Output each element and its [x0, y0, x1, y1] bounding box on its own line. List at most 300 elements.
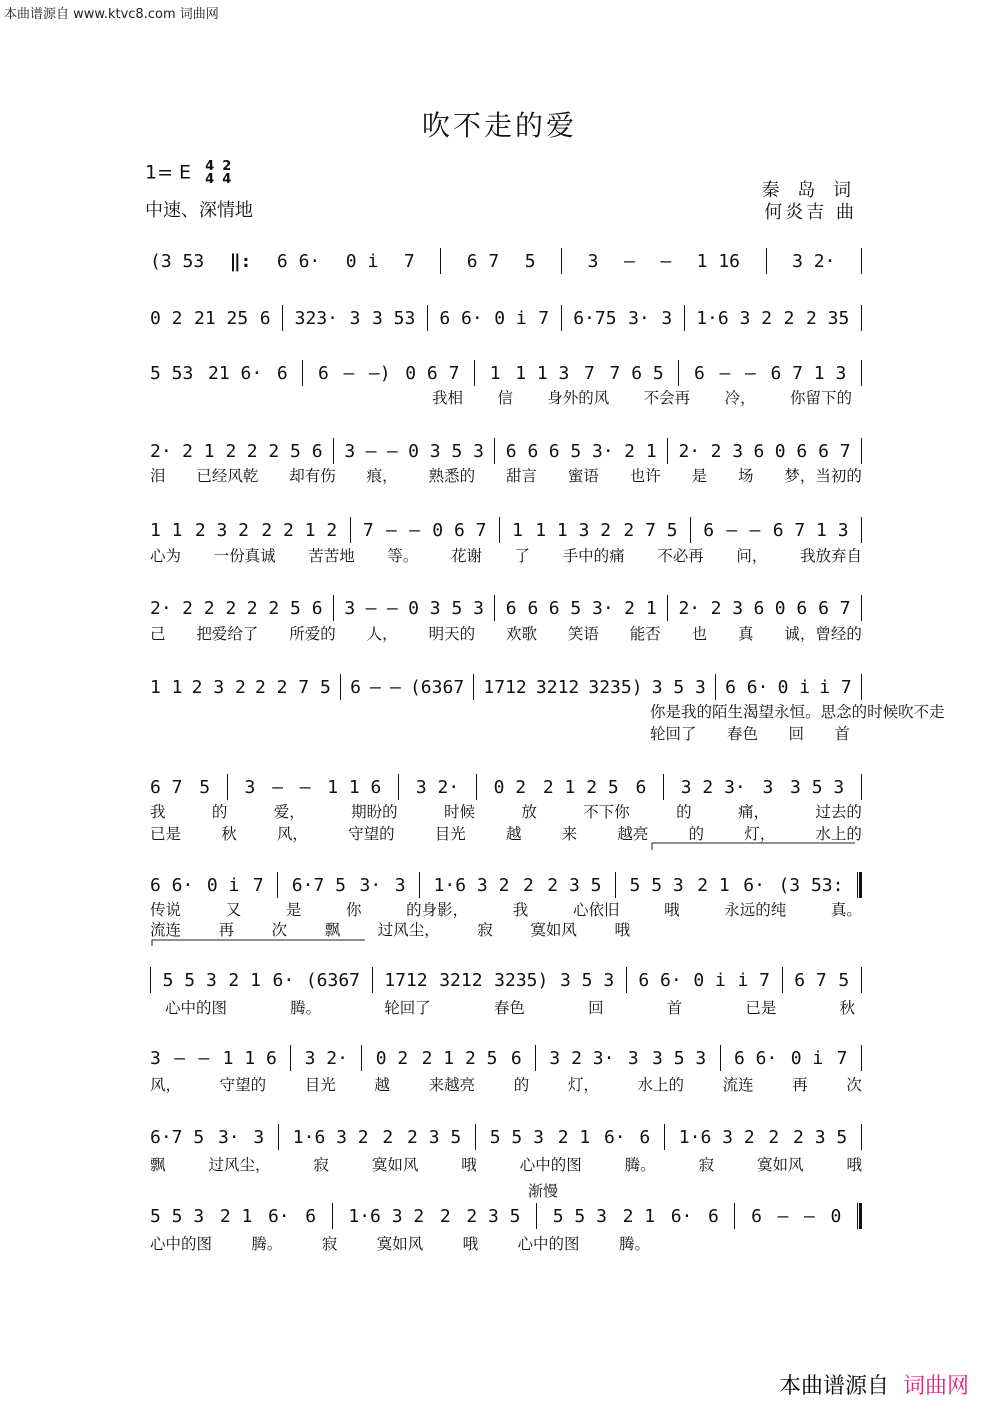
note-group: 1 1 3	[515, 362, 570, 384]
time1-den: 4	[205, 172, 215, 187]
note-group: (6367	[409, 676, 465, 698]
lyric-syllables: 能否	[629, 625, 661, 643]
note-group: 3	[344, 597, 356, 619]
lyric-syllables: 寂	[321, 1235, 338, 1253]
note-group: 3	[661, 307, 673, 329]
lyric-syllables: 所爱的	[289, 625, 336, 643]
lyric-syllables: 痛，	[738, 803, 770, 821]
note-group: 2	[382, 1126, 394, 1148]
lyric-syllables: 一份真诚	[213, 547, 276, 565]
note-group: 6·	[603, 1126, 626, 1148]
note-group: 0 6 6 7	[774, 597, 851, 619]
note-group: 2·	[678, 440, 701, 462]
lyric-syllables: 心依旧	[572, 901, 620, 919]
note-group: 0 6 7	[432, 519, 487, 541]
repeat-start: ‖:	[229, 250, 252, 272]
note-group: 2·	[150, 440, 172, 462]
note-group: 3	[394, 874, 406, 896]
note-group: 5 53	[150, 362, 194, 384]
note-group: 2 3	[710, 597, 744, 619]
note-group: (6367	[305, 969, 361, 991]
lyric-syllables: 传说	[150, 901, 182, 919]
note-group: 6	[639, 1126, 651, 1148]
note-group: 2 1	[624, 440, 657, 462]
note-group: 2	[522, 874, 534, 896]
note-group: 1·6 3 2	[678, 1126, 755, 1148]
lyric-syllables: 恒。	[789, 703, 821, 721]
note-group: 2 3 5	[466, 1205, 521, 1227]
lyric-syllables: 明天的	[428, 625, 476, 643]
lyric-syllables: 人，	[366, 625, 398, 643]
lyric-syllables: 寂	[698, 1156, 715, 1174]
note-group: –	[198, 1047, 210, 1069]
note-group: 7	[584, 362, 595, 384]
note-group: 3 5 3	[559, 969, 615, 991]
note-group: 7	[538, 307, 550, 329]
note-group: 1 1 6	[327, 776, 382, 798]
note-group: 2 1	[624, 597, 657, 619]
note-group: (3 53:	[778, 874, 844, 896]
note-group: 0 i	[206, 874, 240, 896]
lyric-syllables: 春色	[493, 999, 525, 1017]
lyric-syllables: 寂	[477, 921, 493, 939]
note-group: 0 i	[693, 969, 726, 991]
note-group: 7	[403, 250, 415, 272]
note-group: –	[390, 676, 401, 698]
note-group: 0 3 5 3	[408, 597, 484, 619]
note-group: 3·	[359, 874, 382, 896]
lyric-syllables: 灯，	[567, 1076, 599, 1094]
note-group: 6·7 5	[291, 874, 346, 896]
lyric-syllables: 的	[676, 803, 692, 821]
lyric-syllables: 己	[150, 625, 166, 643]
lyric-syllables: 越	[505, 825, 522, 843]
note-group: 21 25	[194, 307, 249, 329]
note-group: 6	[753, 597, 765, 619]
lyric-syllables: 真。	[830, 901, 862, 919]
note-group: i 7	[819, 676, 852, 698]
note-group: 1 16	[696, 250, 741, 272]
lyric-syllables: 心中的图	[519, 1156, 582, 1174]
lyric-syllables: 的身影，	[406, 901, 469, 919]
note-group: 2 3 5	[793, 1126, 848, 1148]
lyric-syllables: 手中的痛	[562, 547, 625, 565]
lyric-syllables: 时候	[444, 803, 476, 821]
lyric-syllables: 春色	[726, 725, 758, 743]
header-watermark: 本曲谱源自 www.ktvc8.com 词曲网	[4, 7, 219, 22]
composer-credit: 何炎吉 曲	[764, 202, 857, 223]
lyric-syllables: 腾。	[624, 1156, 656, 1174]
lyric-syllables: 哦	[461, 1156, 477, 1174]
page-title: 吹不走的爱	[421, 109, 577, 142]
lyric-syllables: 又	[225, 901, 242, 919]
lyric-syllables: 寞如风	[376, 1235, 424, 1253]
note-group: 6 6	[505, 440, 539, 462]
lyric-syllables: 已是	[745, 999, 777, 1017]
lyric-syllables: 的	[211, 803, 228, 821]
lyric-syllables: 放	[521, 803, 537, 821]
lyric-syllables: 次	[846, 1076, 862, 1094]
note-group: 6 7	[466, 250, 500, 272]
lyric-syllables: 首	[834, 725, 850, 743]
note-group: 2 1 2	[182, 440, 237, 462]
note-group: –	[385, 519, 397, 541]
lyric-syllables: 永远的纯	[724, 901, 787, 919]
note-group: 2·	[678, 597, 701, 619]
lyric-syllables: 飘	[150, 1156, 166, 1174]
lyric-syllables: 诚，曾经的	[784, 625, 862, 643]
note-group: 5	[838, 969, 850, 991]
note-group: 2 3 2	[191, 676, 246, 698]
lyric-syllables: 哦	[664, 901, 680, 919]
note-group: 3 2 3·	[549, 1047, 615, 1069]
note-group: 0 6 7	[405, 362, 460, 384]
lyric-syllables: 再	[218, 921, 235, 939]
lyric-syllables: 渴望永	[743, 703, 790, 721]
note-group: 3	[587, 250, 599, 272]
lyric-syllables: 笑语	[567, 625, 599, 643]
note-group: 1 1 3 2	[535, 519, 612, 541]
lyric-syllables: 心为	[150, 547, 182, 565]
note-group: 3 2·	[304, 1047, 348, 1069]
lyric-syllables: 泪	[150, 467, 166, 485]
note-group: 6	[276, 362, 288, 384]
lyric-syllables: 你	[345, 901, 362, 919]
note-group: 2 7 5	[623, 519, 678, 541]
note-group: 2 2 2	[182, 597, 237, 619]
lyric-syllables: 我的陌生	[681, 703, 744, 721]
lyric-syllables: 流连	[722, 1076, 754, 1094]
note-group: 7	[362, 519, 374, 541]
lyric-syllables: 的	[688, 825, 705, 843]
note-group: 6	[708, 1205, 719, 1227]
note-group: –	[365, 440, 377, 462]
time1-num: 4	[205, 159, 215, 174]
time2-den: 4	[222, 172, 232, 187]
tempo-marking: 中速、深情地	[145, 200, 253, 221]
lyric-syllables: 你留下的	[789, 389, 852, 407]
note-group: 3·	[628, 307, 650, 329]
note-group: i 7	[737, 969, 770, 991]
lyric-syllables: 我	[150, 803, 166, 821]
note-group: 1·6 3 2	[348, 1205, 425, 1227]
lyric-syllables: 越	[374, 1076, 390, 1094]
note-group: 6	[510, 1047, 522, 1069]
lyric-syllables: 期盼的	[351, 803, 398, 821]
lyric-syllables: 不走	[913, 703, 945, 721]
lyric-syllables: 再	[792, 1076, 808, 1094]
lyric-syllables: 已是	[150, 825, 182, 843]
lyric-syllables: 花谢	[450, 547, 482, 565]
volta-1-bracket	[652, 843, 855, 850]
note-group: 6 7	[150, 776, 183, 798]
note-group: 2	[783, 307, 795, 329]
note-group: 3 2·	[415, 776, 460, 798]
note-group: 2 1	[697, 874, 730, 896]
note-group: 7	[252, 874, 264, 896]
note-group: 2 1	[557, 1126, 591, 1148]
note-group: 6 5 3·	[548, 440, 614, 462]
note-group: 2 1 2 5	[421, 1047, 498, 1069]
note-group: 5 5 3	[150, 1205, 205, 1227]
lyric-syllables: 蜜语	[567, 467, 599, 485]
note-group: –	[174, 1047, 186, 1069]
note-group: 2 3 2	[194, 519, 250, 541]
lyric-syllables: 寞如风	[530, 921, 577, 939]
lyric-syllables: 来越亮	[428, 1076, 476, 1094]
note-group: 6·	[272, 969, 295, 991]
lyric-syllables: 回	[588, 999, 604, 1017]
lyric-syllables: 痕，	[366, 467, 398, 485]
note-group: 6·	[743, 874, 765, 896]
note-group: 3	[762, 776, 774, 798]
note-group: 2 2 1 2	[261, 519, 338, 541]
note-group: 0 i	[790, 1047, 824, 1069]
lyric-syllables: 飘	[324, 921, 341, 939]
note-group: –)	[368, 362, 391, 384]
lyric-syllables: 了	[514, 547, 531, 565]
note-group: 6	[703, 519, 715, 541]
note-group: 6·	[267, 1205, 290, 1227]
lyric-syllables: 水上的	[637, 1076, 684, 1094]
note-group: 0 6 6 7	[774, 440, 851, 462]
note-group: 7 6 5	[609, 362, 664, 384]
lyric-syllables: 不下你	[583, 803, 630, 821]
note-group: 6	[259, 307, 271, 329]
lyric-syllables: 过风尘，	[377, 921, 440, 939]
note-group: 1·6 3 2	[433, 874, 510, 896]
note-group: –	[660, 250, 672, 272]
note-group: 2 1	[219, 1205, 253, 1227]
note-group: 3	[244, 776, 256, 798]
note-group: 3	[349, 307, 361, 329]
note-group: 6 6·	[733, 1047, 778, 1069]
note-group: 3·	[217, 1126, 240, 1148]
note-group: 6 7 1 3	[770, 362, 847, 384]
lyric-syllables: 冷，	[724, 389, 756, 407]
note-group: –	[343, 362, 355, 384]
note-group: 3	[344, 440, 356, 462]
lyric-syllables: 腾。	[290, 999, 322, 1017]
note-group: 2 1 2 5	[542, 776, 619, 798]
note-group: 3235)	[494, 969, 549, 991]
note-group: 0 3 5 3	[408, 440, 484, 462]
note-group: 6 6·	[150, 874, 194, 896]
lyric-syllables: 把爱给了	[196, 625, 259, 643]
lyric-syllables: 不必再	[657, 547, 704, 565]
note-group: –	[749, 519, 761, 541]
note-group: 6·	[670, 1205, 693, 1227]
note-group: 6	[305, 1205, 317, 1227]
lyric-syllables: 问，	[736, 547, 768, 565]
lyric-syllables: 秋	[839, 999, 855, 1017]
note-group: 6 7 1 3	[772, 519, 849, 541]
note-group: 0 2	[375, 1047, 409, 1069]
lyric-syllables: 水上的	[815, 825, 862, 843]
note-group: 5 5 3	[162, 969, 217, 991]
note-group: 2	[768, 1126, 780, 1148]
note-group: 6 5 3·	[548, 597, 614, 619]
lyric-syllables: 是	[691, 467, 708, 485]
note-group: 6	[753, 440, 765, 462]
note-group: 6	[635, 776, 647, 798]
note-group: –	[804, 1205, 815, 1227]
note-group: (3 53	[150, 250, 205, 272]
note-group: 0 i	[345, 250, 379, 272]
lyric-syllables: 目光	[304, 1076, 336, 1094]
note-group: 7	[836, 1047, 848, 1069]
lyric-syllables: 目光	[434, 825, 466, 843]
note-group: 1·6 3 2	[292, 1126, 369, 1148]
note-group: 2 35	[805, 307, 850, 329]
note-group: 0 i	[777, 676, 811, 698]
lyric-syllables: 过风尘，	[208, 1156, 271, 1174]
note-group: –	[726, 519, 738, 541]
note-group: 2 3	[710, 440, 744, 462]
lyric-syllables: 回	[788, 725, 804, 743]
note-group: 1712	[483, 676, 527, 698]
note-group: 1 1 6	[222, 1047, 277, 1069]
lyric-syllables: 轮回了	[384, 999, 431, 1017]
note-group: 6 6·	[276, 250, 321, 272]
lyric-syllables: 信	[497, 389, 513, 407]
lyric-syllables: 越亮	[617, 825, 649, 843]
note-group: 6 6·	[439, 307, 483, 329]
footer-source-text: 本曲谱源自	[778, 1374, 889, 1399]
lyric-syllables: 腾。	[251, 1235, 283, 1253]
lyric-syllables: 却有伤	[289, 467, 336, 485]
lyric-syllables: 的	[513, 1076, 530, 1094]
note-group: –	[386, 597, 398, 619]
note-group: 5 5 3	[552, 1205, 607, 1227]
note-group: –	[409, 519, 420, 541]
lyric-syllables: 已经风乾	[196, 467, 259, 485]
note-group: –	[299, 776, 311, 798]
note-group: 1	[512, 519, 523, 541]
lyric-syllables: 来	[561, 825, 578, 843]
note-group: 0 2	[493, 776, 527, 798]
lyric-syllables: 寂	[313, 1156, 329, 1174]
note-group: 6	[693, 362, 705, 384]
lyric-syllables: 风，	[276, 825, 308, 843]
note-group: 5	[199, 776, 211, 798]
note-group: 0	[830, 1205, 842, 1227]
note-group: 2 3 5	[547, 874, 602, 896]
lyric-syllables: 等。	[387, 547, 419, 565]
note-group: –	[272, 776, 283, 798]
note-group: 3 5 3	[652, 1047, 707, 1069]
note-group: 6·75	[573, 307, 617, 329]
lyric-syllables: 你是	[650, 703, 682, 721]
note-group: 2 2 5 6	[246, 597, 323, 619]
note-group: 3 53	[371, 307, 416, 329]
note-group: 2 3 5	[407, 1126, 462, 1148]
note-group: 1·6 3 2	[696, 307, 773, 329]
lyric-syllables: 思念的	[820, 703, 868, 721]
note-group: 0 i	[494, 307, 527, 329]
note-group: 3212	[439, 969, 483, 991]
note-group: 3235)	[588, 676, 643, 698]
lyric-syllables: 守望的	[348, 825, 395, 843]
lyric-syllables: 哦	[846, 1156, 862, 1174]
lyric-syllables: 我相	[432, 389, 464, 407]
lyric-syllables: 寞如风	[757, 1156, 804, 1174]
note-group: –	[744, 362, 756, 384]
note-group: 2·	[150, 597, 172, 619]
note-group: 0 2	[150, 307, 183, 329]
note-group: 3 5 3	[651, 676, 706, 698]
lyric-syllables: 寞如风	[371, 1156, 419, 1174]
note-group: –	[365, 597, 377, 619]
note-group: 3 5 3	[790, 776, 845, 798]
lyric-syllables: 次	[271, 921, 288, 939]
lyric-syllables: 也许	[629, 467, 661, 485]
ritardando-marking: 渐慢	[528, 1182, 559, 1200]
note-group: –	[370, 676, 381, 698]
key-label: 1= E	[145, 161, 192, 184]
note-group: 2 2 5 6	[246, 440, 323, 462]
lyric-syllables: 灯，	[744, 825, 776, 843]
lyric-syllables: 心中的图	[517, 1235, 580, 1253]
note-group: 6 6·	[638, 969, 682, 991]
lyric-syllables: 身外的风	[547, 389, 610, 407]
note-group: 3	[253, 1126, 265, 1148]
lyric-syllables: 风，	[150, 1076, 182, 1094]
lyric-syllables: 是	[285, 901, 302, 919]
lyric-syllables: 秋	[221, 825, 237, 843]
lyricist-credit: 秦 岛 词	[761, 180, 857, 201]
lyric-syllables: 梦，当初的	[784, 467, 862, 485]
lyric-syllables: 哦	[614, 921, 630, 939]
note-group: 6	[751, 1205, 762, 1227]
note-group: 3	[150, 1047, 161, 1069]
note-group: –	[777, 1205, 789, 1227]
note-group: 21 6·	[208, 362, 263, 384]
note-group: –	[386, 440, 398, 462]
note-group: 2 1	[622, 1205, 656, 1227]
note-group: –	[623, 250, 635, 272]
lyric-syllables: 流连	[150, 921, 182, 939]
lyric-syllables: 苦苦地	[308, 547, 355, 565]
lyric-syllables: 腾。	[618, 1235, 650, 1253]
lyric-syllables: 不会再	[643, 389, 691, 407]
lyric-syllables: 爱，	[273, 803, 305, 821]
footer-site-name: 词曲网	[902, 1374, 969, 1399]
note-group: 323·	[294, 307, 339, 329]
volta-2-bracket	[152, 940, 365, 946]
note-group: 5 5 3	[629, 874, 684, 896]
note-group: 1	[489, 362, 501, 384]
note-group: 6	[317, 362, 329, 384]
note-group: 3212	[535, 676, 580, 698]
lyric-syllables: 我	[512, 901, 529, 919]
note-group: 6 6	[505, 597, 539, 619]
lyric-syllables: 心中的图	[165, 999, 228, 1017]
note-group: 3 2 3·	[680, 776, 746, 798]
note-group: 6	[350, 676, 361, 698]
note-group: 1712	[384, 969, 428, 991]
time2-num: 2	[222, 159, 232, 174]
note-group: 1 1	[150, 519, 183, 541]
lyric-syllables: 时候	[867, 703, 899, 721]
lyric-syllables: 吹	[898, 703, 914, 721]
note-group: 3	[627, 1047, 639, 1069]
note-group: 5	[524, 250, 536, 272]
note-group: 1 1	[150, 676, 183, 698]
note-group: –	[719, 362, 731, 384]
note-group: 5 5 3	[489, 1126, 544, 1148]
lyric-syllables: 甜言	[505, 467, 537, 485]
